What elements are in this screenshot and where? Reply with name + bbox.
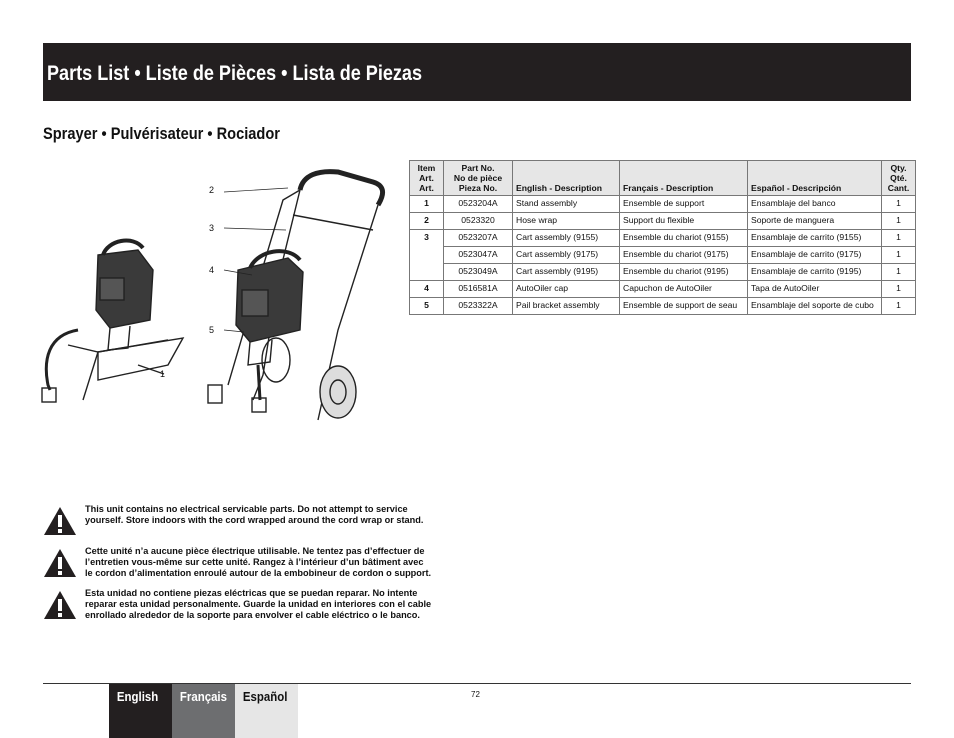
page-title: Parts List • Liste de Pièces • Lista de Piezas xyxy=(47,62,423,85)
cell-en: Hose wrap xyxy=(513,213,620,230)
warning-icon xyxy=(43,590,77,620)
cell-fr: Capuchon de AutoOiler xyxy=(620,281,748,298)
cell-qty: 1 xyxy=(882,213,916,230)
cell-fr: Ensemble du chariot (9155) xyxy=(620,230,748,247)
sprayer-face-right xyxy=(242,290,268,316)
col-francais: Français - Description xyxy=(620,161,748,196)
cell-es: Ensamblaje del soporte de cubo xyxy=(748,298,882,315)
cell-fr: Support du flexible xyxy=(620,213,748,230)
tab-francais[interactable]: Français xyxy=(172,684,235,738)
cell-en: Cart assembly (9195) xyxy=(513,264,620,281)
cell-item: 2 xyxy=(410,213,444,230)
cell-item: 5 xyxy=(410,298,444,315)
warning-english xyxy=(43,504,433,536)
cell-fr: Ensemble du chariot (9175) xyxy=(620,247,748,264)
cell-en: Cart assembly (9155) xyxy=(513,230,620,247)
cell-qty: 1 xyxy=(882,247,916,264)
hose-loop xyxy=(46,330,78,390)
cell-en: AutoOiler cap xyxy=(513,281,620,298)
cell-qty: 1 xyxy=(882,298,916,315)
cell-en: Stand assembly xyxy=(513,196,620,213)
col-item: Item Art. Art. xyxy=(410,161,444,196)
cell-part: 0523207A xyxy=(444,230,513,247)
sprayer-illustration xyxy=(38,160,398,460)
warning-text: Esta unidad no contiene piezas eléctricas que se puedan reparar. No intente reparar esta unidad personalmente. Guarde la unidad en interiores con el cable enrollado alrededor de la soporte para envolver el cable eléctrico o le banco. xyxy=(85,588,432,620)
cell-es: Ensamblaje del banco xyxy=(748,196,882,213)
col-qty: Qty. Qté. Cant. xyxy=(882,161,916,196)
cart-wheel-back xyxy=(262,338,290,382)
tab-english[interactable]: English xyxy=(109,684,172,738)
hose-fitting-right xyxy=(252,398,266,412)
callout-1: 1 xyxy=(160,369,166,379)
bucket-hook xyxy=(208,385,222,403)
cart-handle xyxy=(300,172,383,205)
cell-es: Tapa de AutoOiler xyxy=(748,281,882,298)
warning-text: Cette unité n’a aucune pièce électrique utilisable. Ne tentez pas d’effectuer de l’entretien vous-même sur cette unité. Rangez à l’intérieur d’un bâtiment avec le cordon d’alimentation enroulé autour de la embobineur de cordon o support. xyxy=(85,546,432,578)
cell-es: Ensamblaje de carrito (9155) xyxy=(748,230,882,247)
tab-espanol[interactable]: Español xyxy=(235,684,298,738)
cell-es: Soporte de manguera xyxy=(748,213,882,230)
cell-fr: Ensemble du chariot (9195) xyxy=(620,264,748,281)
cell-part: 0523320 xyxy=(444,213,513,230)
cell-item: 1 xyxy=(410,196,444,213)
cart-crossbar xyxy=(293,215,373,230)
cell-part: 0523049A xyxy=(444,264,513,281)
cell-item: 3 xyxy=(410,230,444,281)
col-part-no: Part No. No de pièce Pieza No. xyxy=(444,161,513,196)
cart-wheel xyxy=(320,366,356,418)
col-english: English - Description xyxy=(513,161,620,196)
callout-3: 3 xyxy=(209,223,215,233)
cell-en: Pail bracket assembly xyxy=(513,298,620,315)
cell-item: 4 xyxy=(410,281,444,298)
cell-qty: 1 xyxy=(882,230,916,247)
table-row xyxy=(410,281,916,298)
cell-qty: 1 xyxy=(882,281,916,298)
cell-part: 0523204A xyxy=(444,196,513,213)
cell-en: Cart assembly (9175) xyxy=(513,247,620,264)
cell-es: Ensamblaje de carrito (9195) xyxy=(748,264,882,281)
cell-part: 0523047A xyxy=(444,247,513,264)
cell-fr: Ensemble de support de seau xyxy=(620,298,748,315)
cell-fr: Ensemble de support xyxy=(620,196,748,213)
cell-es: Ensamblaje de carrito (9175) xyxy=(748,247,882,264)
table-row xyxy=(410,196,916,213)
warning-francais xyxy=(43,546,433,578)
callout-4: 4 xyxy=(209,265,215,275)
sprayer-face-left xyxy=(100,278,124,300)
warning-icon xyxy=(43,506,77,536)
table-row xyxy=(410,298,916,315)
cell-qty: 1 xyxy=(882,264,916,281)
cell-part: 0516581A xyxy=(444,281,513,298)
section-title: Sprayer • Pulvérisateur • Rociador xyxy=(43,124,280,143)
table-row xyxy=(410,230,916,247)
col-espanol: Español - Descripción xyxy=(748,161,882,196)
warnings xyxy=(43,504,433,631)
table-header-row xyxy=(410,161,916,196)
table-row xyxy=(410,264,916,281)
table-row xyxy=(410,247,916,264)
page-number: 72 xyxy=(471,690,480,699)
table-row xyxy=(410,213,916,230)
title-bar xyxy=(43,43,911,101)
cell-part: 0523322A xyxy=(444,298,513,315)
warning-text: This unit contains no electrical servicable parts. Do not attempt to service yourself. Store indoors with the cord wrapped around the cord wrap or stand. xyxy=(85,504,424,525)
parts-table xyxy=(409,160,916,315)
stand-rail xyxy=(98,338,183,380)
warning-espanol xyxy=(43,588,433,620)
cell-qty: 1 xyxy=(882,196,916,213)
callout-5: 5 xyxy=(209,325,215,335)
callout-2: 2 xyxy=(209,185,215,195)
hose-right xyxy=(258,365,260,400)
warning-icon xyxy=(43,548,77,578)
